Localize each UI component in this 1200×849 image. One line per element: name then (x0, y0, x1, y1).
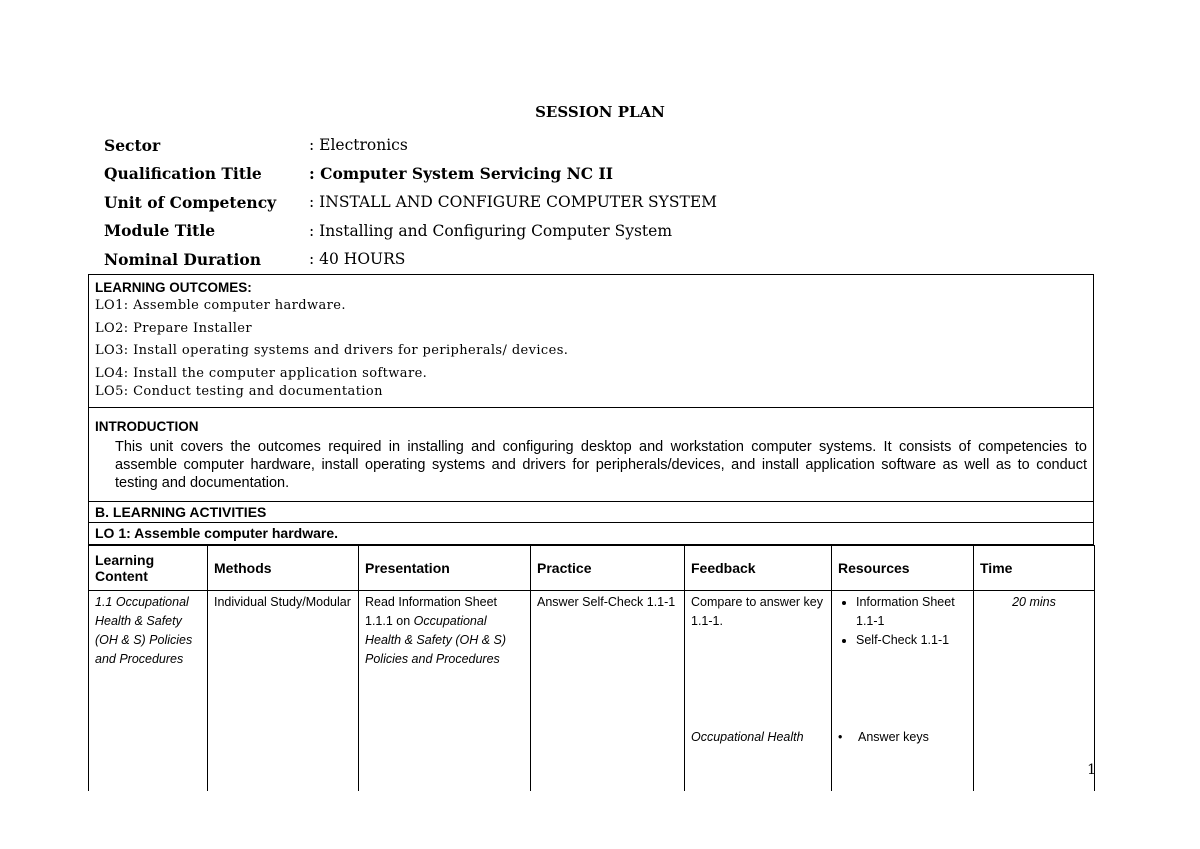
learning-outcome-item: LO2: Prepare Installer (95, 320, 253, 336)
column-header: Time (974, 546, 1095, 591)
learning-outcomes-heading: LEARNING OUTCOMES: (95, 280, 252, 295)
meta-label: Module Title (104, 221, 216, 241)
feedback-cell (685, 591, 832, 792)
column-header: Methods (208, 546, 359, 591)
introduction-heading: INTRODUCTION (95, 419, 199, 434)
table-header-row (89, 546, 1095, 591)
meta-label: Qualification Title (104, 164, 262, 184)
resource-item: • Self-Check 1.1-1 (856, 631, 967, 650)
meta-row-qualification (104, 160, 717, 189)
learning-activities-heading: B. LEARNING ACTIVITIES (88, 502, 1094, 523)
column-header: Learning Content (89, 546, 208, 591)
meta-label: Unit of Competency (104, 192, 277, 212)
resources-lower (838, 728, 929, 747)
column-header: Practice (531, 546, 685, 591)
presentation-text: Read Information Sheet 1.1.1 on (365, 595, 498, 628)
resource-item: • Information Sheet 1.1-1 (856, 593, 967, 631)
column-header: Resources (832, 546, 974, 591)
page-title: SESSION PLAN (535, 103, 665, 121)
table-row (89, 591, 1095, 792)
learning-outcome-item: LO3: Install operating systems and drivers for peripherals/ devices. (95, 343, 569, 358)
resources-list (838, 593, 967, 650)
introduction-section (88, 407, 1094, 502)
lo1-heading: LO 1: Assemble computer hardware. (88, 523, 1094, 545)
learning-activities-table (88, 545, 1095, 791)
meta-value: : Computer System Servicing NC II (309, 164, 613, 184)
learning-outcome-item: LO4: Install the computer application software. (95, 365, 428, 381)
resource-item: Answer keys (858, 730, 929, 744)
meta-value: : 40 HOURS (309, 250, 406, 269)
meta-row-duration (104, 245, 717, 274)
time-cell: 20 mins (974, 591, 1095, 792)
meta-label: Sector (104, 135, 161, 155)
practice-cell: Answer Self-Check 1.1-1 (531, 591, 685, 792)
presentation-cell (359, 591, 531, 792)
learning-outcome-item: LO1: Assemble computer hardware. (95, 298, 346, 313)
learning-outcomes-section (88, 274, 1094, 408)
page-number: 1 (1087, 762, 1096, 778)
learning-outcome-item: LO5: Conduct testing and documentation (95, 384, 383, 399)
plan-metadata (104, 131, 717, 274)
feedback-text: Compare to answer key 1.1-1. (691, 595, 824, 628)
meta-row-sector (104, 131, 717, 160)
meta-row-module (104, 217, 717, 246)
meta-value: : INSTALL AND CONFIGURE COMPUTER SYSTEM (309, 193, 718, 212)
resources-cell (832, 591, 974, 792)
learning-content-cell: 1.1 Occupational Health & Safety (OH & S) Policies and Procedures (89, 591, 208, 792)
feedback-lower-text: Occupational Health (691, 730, 804, 744)
introduction-text: This unit covers the outcomes required in installing and configuring desktop and workstation computer systems. It consists of competencies to assemble computer hardware, install operating systems and drivers for peripherals/devices, and install application software as well as to conduct testing and documentation. (115, 439, 1087, 491)
column-header: Feedback (685, 546, 832, 591)
bullet-icon: • (838, 730, 843, 744)
column-header: Presentation (359, 546, 531, 591)
presentation-topic: Occupational Health & Safety (OH & S) Policies and Procedures (365, 614, 507, 666)
meta-row-unit (104, 188, 717, 217)
meta-value: : Electronics (309, 136, 408, 155)
meta-value: : Installing and Configuring Computer System (309, 221, 673, 240)
meta-label: Nominal Duration (104, 249, 261, 269)
methods-cell: Individual Study/Modular (208, 591, 359, 792)
